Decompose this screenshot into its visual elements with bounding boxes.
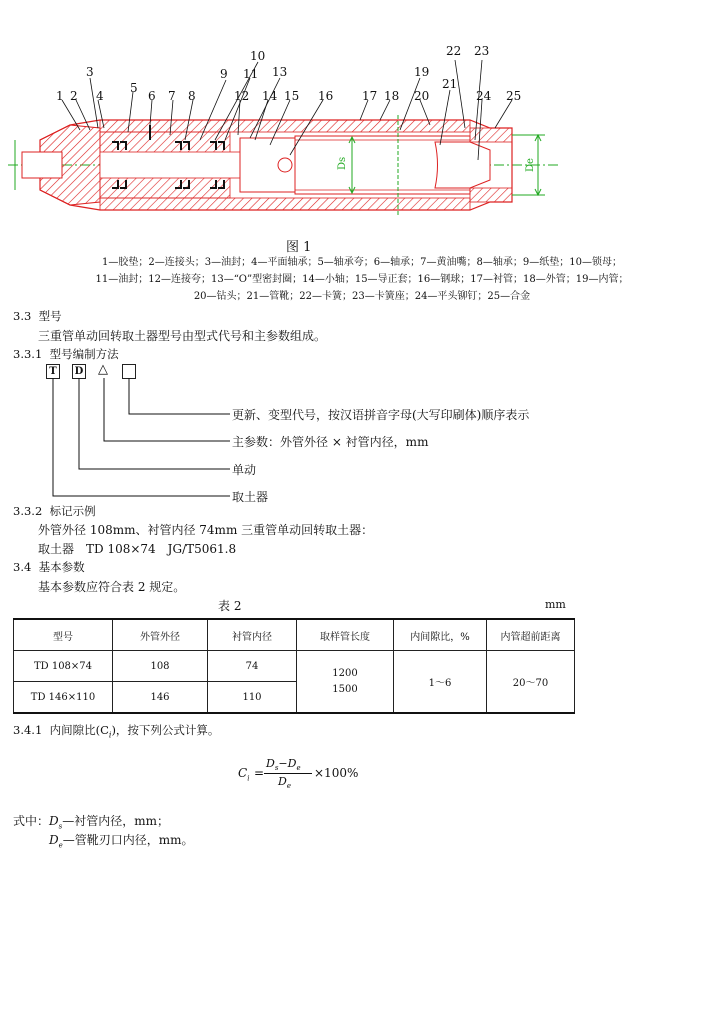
section-title: 内间隙比(C: [49, 723, 109, 737]
table-2-title: 表 2: [218, 599, 242, 613]
code-label-main-param: 主参数：外管外径 × 衬管内径，mm: [232, 435, 429, 449]
section-number: 3.3.2: [13, 504, 43, 518]
callout-15: 15: [284, 89, 300, 103]
formula-num-a: D: [266, 757, 275, 770]
where-line-1: [13, 812, 169, 830]
callout-22: 22: [446, 44, 462, 58]
title-subscript: i: [108, 730, 112, 740]
callout-17: 17: [362, 89, 378, 103]
pipe-shoe: [435, 142, 490, 188]
cell-outer: 108: [113, 651, 208, 682]
formula-den: D: [278, 775, 287, 788]
figure-1-drawing: [0, 40, 724, 220]
where-intro: 式中：: [13, 814, 50, 828]
callout-24: 24: [476, 89, 492, 103]
section-3-3-text: 三重管单动回转取土器型号由型式代号和主参数组成。: [38, 329, 327, 343]
cell-length: [297, 651, 394, 714]
where-text-2: —管靴刃口内径，mm。: [62, 833, 194, 847]
where-var-1: D: [49, 814, 59, 828]
callout-14: 14: [262, 89, 278, 103]
callout-2: 2: [70, 89, 78, 103]
table-row: [14, 651, 575, 682]
formula-lhs: C: [238, 766, 248, 780]
figure-caption: 图 1: [286, 240, 312, 255]
example-line-1: 外管外径 108mm、衬管内径 74mm 三重管单动回转取土器：: [38, 523, 374, 537]
code-label-update: 更新、变型代号，按汉语拼音字母(大写印刷体)顺序表示: [232, 408, 530, 422]
where-var-2: D: [49, 833, 59, 847]
callout-9: 9: [220, 67, 228, 81]
steel-ball: [278, 158, 292, 172]
formula-den-sub: e: [286, 782, 291, 791]
table-2-unit: mm: [545, 598, 566, 611]
header-inner-diameter: 衬管内径: [208, 619, 297, 651]
bearing-shaft: [100, 152, 240, 178]
cell-ratio: 1～6: [394, 651, 487, 714]
section-3-4-1-heading: [13, 722, 219, 739]
header-model: 型号: [14, 619, 113, 651]
length-value-2: 1500: [332, 683, 358, 695]
cell-model: TD 146×110: [14, 682, 113, 714]
table-2: [13, 618, 575, 714]
callout-7: 7: [168, 89, 176, 103]
callout-5: 5: [130, 81, 138, 95]
figure-legend-line-3: 20—钻头；21—管靴；22—卡簧；23—卡簧座；24—平头铆钉；25—合金: [193, 291, 531, 302]
header-clearance-ratio: 内间隙比，%: [394, 619, 487, 651]
formula-num-b: D: [287, 757, 297, 770]
drill-bit: [470, 128, 512, 142]
callout-20: 20: [414, 89, 430, 103]
section-number: 3.3.1: [13, 347, 43, 361]
callout-23: 23: [474, 44, 490, 58]
connector-bore: [22, 152, 62, 178]
code-box-t: T: [46, 364, 60, 379]
section-title: 基本参数: [38, 560, 85, 574]
figure-legend-line-2: 11—油封；12—连接夸；13—“O”型密封圈；14—小轴；15—导正套；16—钢球；17—衬管；18—外管；19—内管；: [95, 274, 629, 285]
callout-25: 25: [506, 89, 522, 103]
where-line-2: [49, 831, 194, 849]
de-label: De: [525, 158, 536, 172]
header-lead-distance: 内管超前距离: [487, 619, 575, 651]
section-number: 3.4: [13, 560, 32, 574]
callout-13: 13: [272, 65, 288, 79]
cell-inner: 110: [208, 682, 297, 714]
where-text-1: —衬管内径，mm；: [62, 814, 169, 828]
where-sub-1: s: [58, 822, 63, 831]
section-number: 3.4.1: [13, 723, 43, 737]
callout-18: 18: [384, 89, 400, 103]
callout-19: 19: [414, 65, 430, 79]
section-title-end: )，按下列公式计算。: [111, 723, 220, 737]
formula-num-b-sub: e: [296, 764, 301, 773]
header-outer-diameter: 外管外径: [113, 619, 208, 651]
callout-4: 4: [96, 89, 104, 103]
cell-inner: 74: [208, 651, 297, 682]
section-title: 标记示例: [49, 504, 96, 518]
outer-wall-top: [100, 120, 470, 132]
fraction-bar: [264, 773, 312, 774]
header-sample-length: 取样管长度: [297, 619, 394, 651]
callout-6: 6: [148, 89, 156, 103]
callout-21: 21: [442, 77, 458, 91]
callout-3: 3: [86, 65, 94, 79]
callout-16: 16: [318, 89, 334, 103]
length-value-1: 1200: [332, 667, 358, 679]
code-box-d: D: [72, 364, 86, 379]
cell-model: TD 108×74: [14, 651, 113, 682]
callout-11: 11: [243, 67, 259, 81]
table-header-row: [14, 619, 575, 651]
outer-wall-bottom: [100, 198, 470, 210]
formula-lhs-sub: i: [247, 774, 250, 783]
formula-num-a-sub: s: [274, 764, 279, 773]
section-3-3-2-heading: [13, 503, 96, 519]
example-line-2: 取土器 TD 108×74 JG/T5061.8: [38, 542, 237, 556]
code-label-sampler: 取土器: [232, 490, 269, 504]
callout-10: 10: [250, 49, 266, 63]
section-3-3-heading: [13, 308, 62, 324]
section-3-4-heading: [13, 559, 85, 575]
cell-outer: 146: [113, 682, 208, 714]
where-sub-2: e: [58, 841, 63, 850]
callout-8: 8: [188, 89, 196, 103]
cell-lead: 20～70: [487, 651, 575, 714]
callout-1: 1: [56, 89, 64, 103]
section-title: 型号: [38, 309, 62, 323]
figure-legend-line-1: 1—胶垫；2—连接头；3—油封；4—平面轴承；5—轴承夸；6—轴承；7—黄油嘴；8—轴承；9—纸垫；10—锁母；: [102, 257, 622, 268]
section-number: 3.3: [13, 309, 32, 323]
section-title: 型号编制方法: [49, 347, 119, 361]
callout-12: 12: [234, 89, 250, 103]
code-label-single-action: 单动: [232, 463, 257, 477]
formula-tail: ×100%: [314, 766, 359, 780]
ds-label: Ds: [337, 156, 348, 170]
code-triangle: △: [98, 362, 108, 377]
section-3-4-text: 基本参数应符合表 2 规定。: [38, 580, 186, 594]
